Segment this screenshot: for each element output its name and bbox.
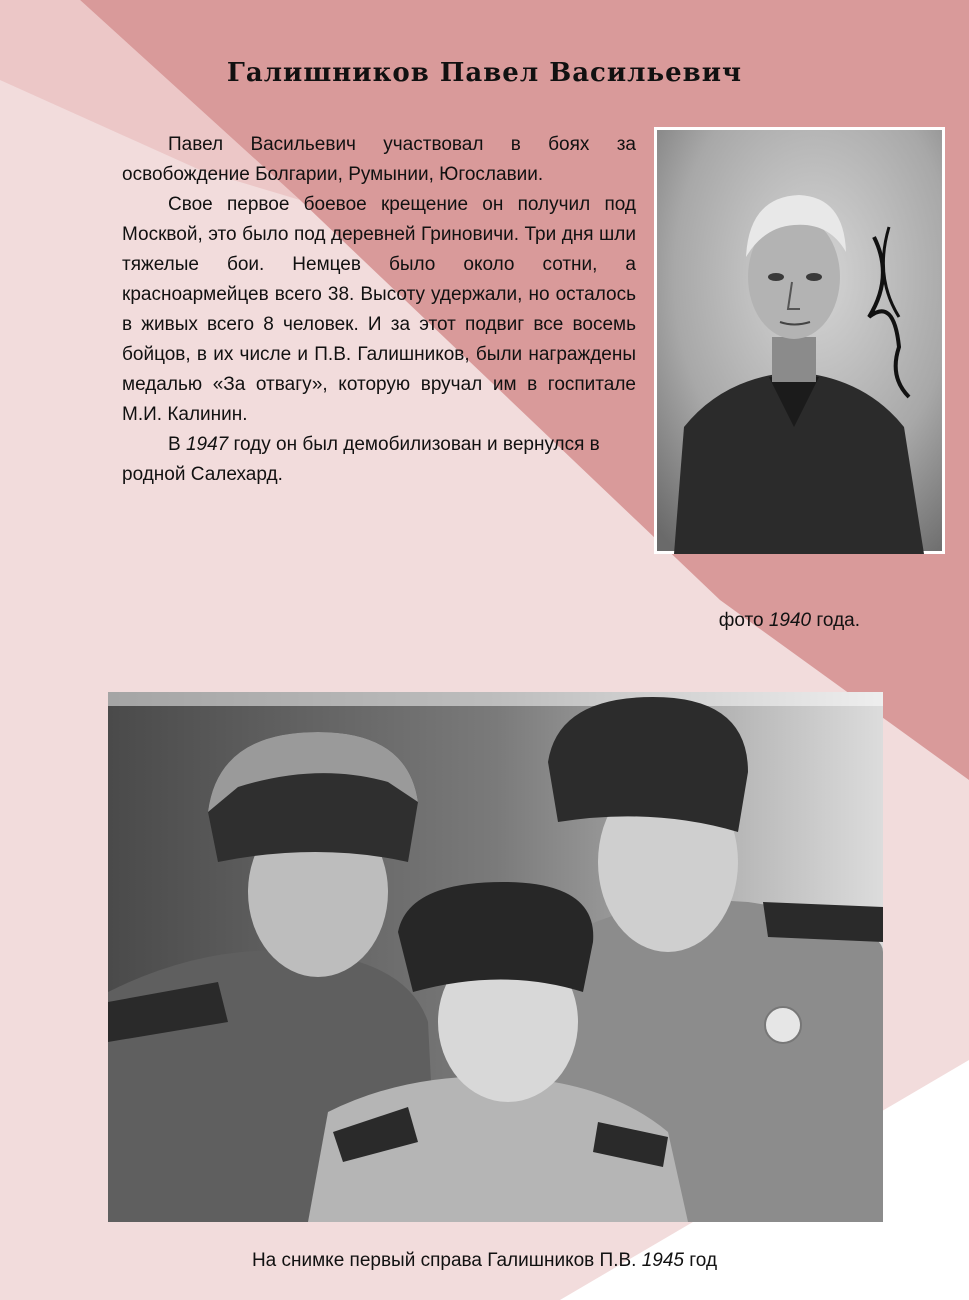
paragraph-3 [122, 430, 636, 490]
paragraph-3-after: году он был демобилизован и вернулся в родной Салехард. [122, 434, 600, 485]
photo-1945-caption [0, 1250, 969, 1272]
portrait-photo-1940 [654, 127, 945, 554]
group-photo-1945 [108, 692, 883, 1222]
page-title: Галишников Павел Васильевич [226, 58, 743, 88]
paragraph-3-year: 1947 [185, 434, 229, 455]
caption-1-before: фото [718, 610, 769, 631]
photo-1940-caption [640, 610, 860, 632]
article-text [122, 130, 636, 490]
paragraph-3-before: В [168, 434, 186, 455]
caption-1-after: года. [811, 610, 860, 631]
caption-2-after: год [684, 1250, 718, 1271]
paragraph-1: Павел Васильевич участвовал в боях за освобождение Болгарии, Румынии, Югославии. [122, 134, 636, 185]
paragraph-2: Свое первое боевое крещение он получил под Москвой, это было под деревней Гриновичи. Три дня шли тяжелые бои. Немцев было около сотни, а красноармейцев всего 38. Высоту удержали, но осталось в живых всего 8 человек. И за этот подвиг все восемь бойцов, в их числе и П.В. Галишников, были награждены медалью «За отвагу», которую вручал им в госпитале М.И. Калинин. [122, 194, 636, 425]
caption-2-year: 1945 [641, 1250, 685, 1271]
caption-2-before: На снимке первый справа Галишников П.В. [251, 1250, 642, 1271]
caption-1-year: 1940 [768, 610, 812, 631]
